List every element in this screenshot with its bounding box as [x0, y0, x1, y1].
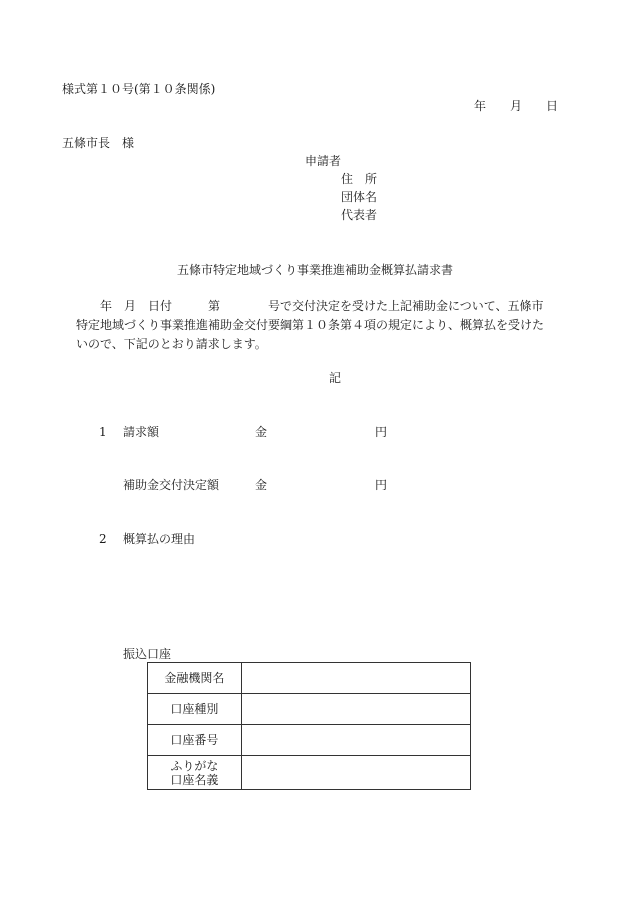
applicant-address-label: 住 所 [341, 172, 378, 186]
table-row [148, 725, 471, 756]
claim-kin: 金 [255, 425, 268, 439]
table-row [148, 756, 471, 790]
body-paragraph [76, 297, 546, 354]
account-type-label: 口座種別 [148, 694, 242, 725]
decided-kin: 金 [255, 478, 268, 492]
account-number-label: 口座番号 [148, 725, 242, 756]
bank-name-label: 金融機関名 [148, 663, 242, 694]
table-row [148, 663, 471, 694]
item1-label: 請求額 [123, 425, 160, 439]
applicant-heading: 申請者 [305, 154, 342, 168]
decided-yen: 円 [375, 478, 388, 492]
date-month: 月 [510, 99, 523, 113]
account-caption: 振込口座 [123, 647, 172, 661]
account-holder-field[interactable] [241, 756, 470, 790]
date-year: 年 [474, 99, 487, 113]
date-day: 日 [546, 99, 559, 113]
decided-amount-label: 補助金交付決定額 [123, 478, 220, 492]
applicant-org-label: 団体名 [341, 190, 378, 204]
item2-number: 2 [99, 532, 107, 546]
body-text: 年 月 日付 第 号で交付決定を受けた上記補助金について、五條市特定地域づくり事業推進補助金交付要綱第１０条第４項の規定により、概算払を受けたいので、下記のとおり請求します。 [76, 299, 545, 351]
ki-heading: 記 [328, 371, 341, 385]
bank-account-table [147, 662, 471, 790]
account-holder-label [148, 756, 242, 790]
item1-number: 1 [99, 425, 107, 439]
applicant-rep-label: 代表者 [341, 208, 378, 222]
document-title: 五條市特定地域づくり事業推進補助金概算払請求書 [176, 263, 453, 277]
applicant-block [305, 154, 405, 224]
bank-name-field[interactable] [241, 663, 470, 694]
form-number: 様式第１０号(第１０条関係) [62, 82, 216, 96]
holder-name-label: 口座名義 [170, 772, 219, 787]
claim-yen: 円 [375, 425, 388, 439]
account-type-field[interactable] [241, 694, 470, 725]
date-line [474, 99, 558, 113]
item2-label: 概算払の理由 [123, 532, 196, 546]
table-row [148, 694, 471, 725]
account-number-field[interactable] [241, 725, 470, 756]
addressee: 五條市長 様 [62, 136, 135, 150]
furigana-label: ふりがな [170, 758, 219, 773]
